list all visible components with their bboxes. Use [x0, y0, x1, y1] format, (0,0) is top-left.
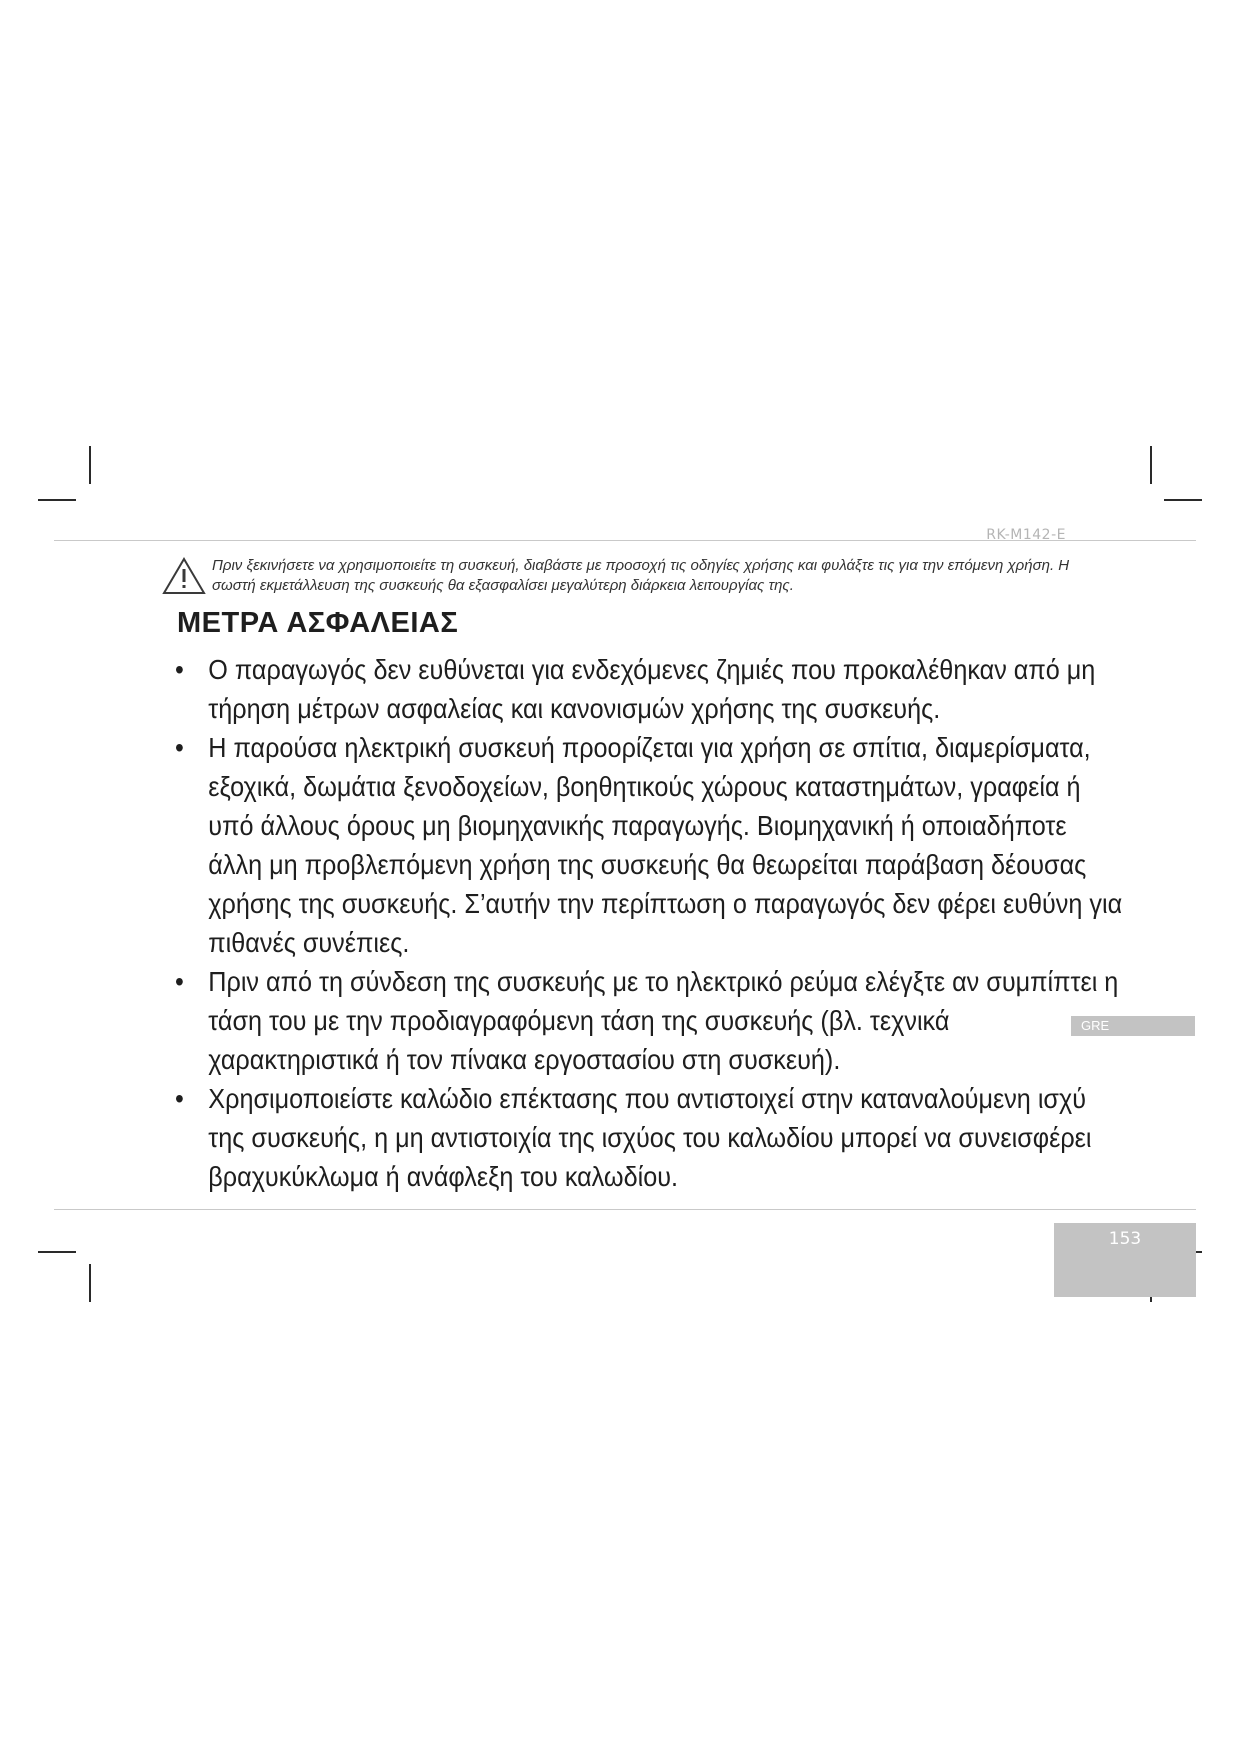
footer-rule — [54, 1209, 1196, 1210]
crop-mark-top-left-vertical — [89, 446, 91, 484]
language-tab — [1071, 1016, 1195, 1036]
bullet-icon: • — [175, 732, 184, 763]
bullet-icon: • — [175, 654, 184, 685]
list-item — [175, 728, 1126, 962]
list-item-text: Ο παραγωγός δεν ευθύνεται για ενδεχόμενες ζημιές που προκαλέθηκαν από μη τήρηση μέτρων ασφαλείας και κανονισμών χρήσης της συσκευής. — [208, 654, 1096, 724]
model-number: RK-M142-E — [986, 527, 1066, 543]
crop-mark-bottom-left-horizontal — [38, 1251, 76, 1253]
bullet-icon: • — [175, 966, 184, 997]
list-item — [175, 650, 1126, 728]
list-item — [175, 962, 1126, 1079]
list-item-text: Η παρούσα ηλεκτρική συσκευή προορίζεται για χρήση σε σπίτια, διαμερίσματα, εξοχικά, δωμάτια ξενοδοχείων, βοηθητικούς χώρους καταστημάτων, γραφεία ή υπό άλλους όρους μη βιομηχανικής παραγωγής. Βιομηχανική ή οποιαδήποτε άλλη μη προβλεπόμενη χρήση της συσκευής θα θεωρείται παράβαση δέουσας χρήσης της συσκευής. Σ’αυτήν την περίπτωση ο παραγωγός δεν φέρει ευθύνη για πιθανές συνέπιες. — [208, 732, 1123, 958]
list-item-text: Χρησιμοποιείστε καλώδιο επέκτασης που αντιστοιχεί στην καταναλούμενη ισχύ της συσκευής, η μη αντιστοιχία της ισχύος του καλωδίου μπορεί να συνεισφέρει βραχυκύκλωμα ή ανάφλεξη του καλωδίου. — [208, 1083, 1092, 1192]
crop-mark-top-right-vertical — [1150, 446, 1152, 484]
section-title: ΜΕΤΡΑ ΑΣΦΑΛΕΙΑΣ — [177, 607, 459, 639]
crop-mark-bottom-left-vertical — [89, 1264, 91, 1302]
list-item-text: Πριν από τη σύνδεση της συσκευής με το ηλεκτρικό ρεύμα ελέγξτε αν συμπίπτει η τάση του με την προδιαγραφόμενη τάση της συσκευής (βλ. τεχνικά χαρακτηριστικά ή τον πίνακα εργοστασίου στη συσκευή). — [208, 966, 1119, 1075]
intro-note: Πριν ξεκινήσετε να χρησιμοποιείτε τη συσκευή, διαβάστε με προσοχή τις οδηγίες χρήσης και φυλάξτε τις για την επόμενη χρήση. Η σωστή εκμετάλλευση της συσκευής θα εξασφαλίσει μεγαλύτερη διάρκεια λειτουργίας της. — [212, 557, 1070, 594]
crop-mark-top-left-horizontal — [38, 499, 76, 501]
list-item — [175, 1079, 1126, 1196]
bullet-icon: • — [175, 1083, 184, 1114]
page-number: 153 — [1108, 1229, 1142, 1249]
page-number-tab — [1054, 1223, 1196, 1297]
crop-mark-top-right-horizontal — [1164, 499, 1202, 501]
language-label: GRE — [1081, 1018, 1110, 1033]
warning-triangle-icon — [162, 557, 206, 595]
